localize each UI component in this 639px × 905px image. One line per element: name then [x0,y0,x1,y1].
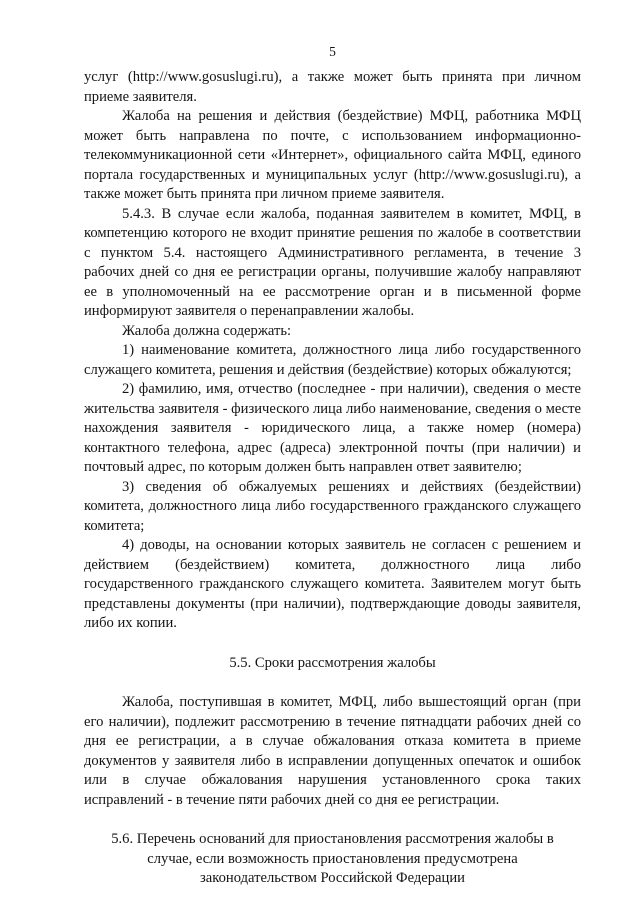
section-heading-5-6-line3: законодательством Российской Федерации [200,870,465,886]
paragraph-3: 5.4.3. В случае если жалоба, поданная заявителем в комитет, МФЦ, в компетенцию которого не входит принятие решения по жалобе в соответствии с пунктом 5.4. настоящего Административного регламента, в течение 3 рабочих дней со дня ее регистрации органы, получившие жалобу направляют ее в уполномоченный на ее рассмотрение орган и в письменной форме информируют заявителя о перенаправлении жалобы. [84,205,581,319]
page-number: 5 [329,44,336,59]
paragraph-8: 4) доводы, на основании которых заявитель не согласен с решением и действием (бездействием) комитета, должностного лица либо государственного гражданского служащего комитета. Заявителем могут быть представлены документы (при наличии), подтверждающие доводы заявителя, либо их копии. [84,537,581,631]
paragraph-5: 1) наименование комитета, должностного лица либо государственного служащего комитета, решения и действия (бездействие) которых обжалуются; [84,342,581,378]
section-5-5-text: Жалоба, поступившая в комитет, МФЦ, либо вышестоящий орган (при его наличии), подлежит рассмотрению в течение пятнадцати рабочих дней со дня ее регистрации, а в случае обжалования отказа комитета в приеме документов у заявителя либо в исправлении допущенных опечаток и ошибок или в случае обжалования нарушения установленного срока таких исправлений - в течение пяти рабочих дней со дня ее регистрации. [84,694,581,808]
paragraph-4: Жалоба должна содержать: [122,322,292,339]
paragraph-1: услуг (http://www.gosuslugi.ru), а также может быть принята при личном приеме заявителя. [84,69,581,105]
section-heading-5-6 [84,830,581,889]
paragraph-6: 2) фамилию, имя, отчество (последнее - при наличии), сведения о месте жительства заявителя - физического лица либо наименование, сведения о месте нахождения заявителя - юридического лица, а также номер (номера) контактного телефона, адрес (адреса) электронной почты (при наличии) и почтовый адрес, по которым должен быть направлен ответ заявителю; [84,381,581,475]
paragraph-7: 3) сведения об обжалуемых решениях и действиях (бездействии) комитета, должностного лица либо государственного гражданского служащего комитета; [84,478,581,534]
section-heading-5-6-line2: случае, если возможность приостановления предусмотрена [147,850,518,867]
section-heading-5-5: 5.5. Сроки рассмотрения жалобы [229,654,436,671]
paragraph-2: Жалоба на решения и действия (бездействие) МФЦ, работника МФЦ может быть направлена по почте, с использованием информационно-телекоммуникационной сети «Интернет», официального сайта МФЦ, единого портала государственных и муниципальных услуг (http://www.gosuslugi.ru), а также может быть принята при личном приеме заявителя. [84,108,581,202]
section-heading-5-6-line1: 5.6. Перечень оснований для приостановления рассмотрения жалобы в [111,831,554,847]
